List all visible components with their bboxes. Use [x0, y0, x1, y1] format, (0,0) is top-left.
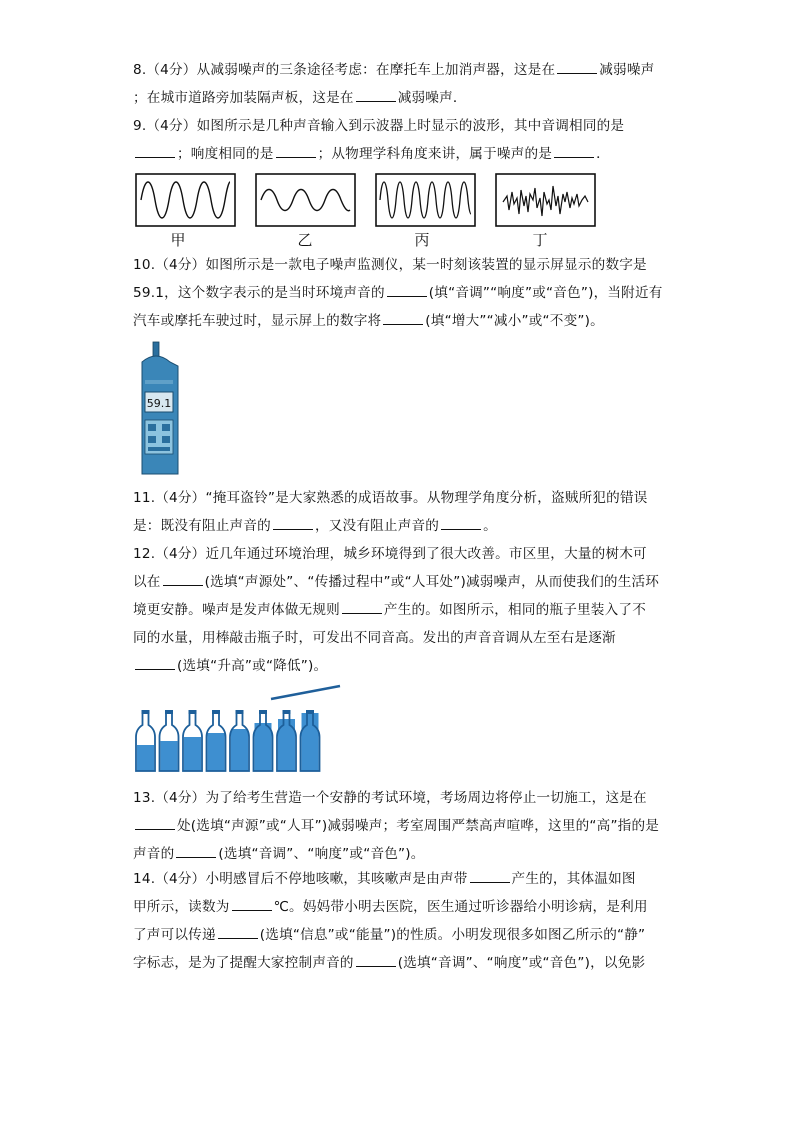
q11-line2: 是：既没有阻止声音的 ，又没有阻止声音的 。: [133, 512, 663, 540]
oscilloscope-waveforms-figure: [133, 170, 603, 230]
bottle-water: [184, 737, 201, 771]
q10-line3: 汽车或摩托车驶过时，显示屏上的数字将 (填“增大”“减小”或“不变”)。: [133, 307, 663, 335]
wave-label-ding: 丁: [532, 231, 548, 249]
answer-blank[interactable]: [342, 598, 382, 614]
q14-line1: 14.（4分）小明感冒后不停地咳嗽，其咳嗽声是由声带 产生的，其体温如图: [133, 865, 663, 893]
noise-meter-figure: [138, 340, 186, 476]
bottle-water: [231, 729, 248, 771]
question-9: [133, 112, 663, 168]
bottle-cap: [142, 710, 150, 714]
question-14: [133, 865, 663, 977]
answer-blank[interactable]: [135, 654, 175, 670]
bottle-cap: [283, 710, 291, 714]
bottle-water: [161, 741, 178, 771]
bottle: [136, 710, 155, 771]
q12-line5: (选填“升高”或“降低”)。: [133, 652, 663, 680]
bottle: [301, 710, 320, 771]
answer-blank[interactable]: [135, 814, 175, 830]
meter-display-value: 59.1: [146, 397, 172, 410]
waveform-ding: [496, 174, 595, 226]
answer-blank[interactable]: [356, 86, 396, 102]
q14-line3: 了声可以传递 (选填“信息”或“能量”)的性质。小明发现很多如图乙所示的“静”: [133, 921, 663, 949]
answer-blank[interactable]: [470, 867, 510, 883]
q11-line1: 11.（4分）“掩耳盗铃”是大家熟悉的成语故事。从物理学角度分析，盗贼所犯的错误: [133, 490, 648, 506]
q10-line2: 59.1，这个数字表示的是当时环境声音的 (填“音调”“响度”或“音色”)，当附近有: [133, 279, 663, 307]
bottle: [160, 710, 179, 771]
bottle-cap: [165, 710, 173, 714]
answer-blank[interactable]: [276, 142, 316, 158]
wave-label-jia: 甲: [170, 231, 186, 249]
bottle: [230, 710, 249, 771]
bottle: [277, 710, 296, 771]
answer-blank[interactable]: [356, 951, 396, 967]
bottle-cap: [306, 710, 314, 714]
question-8: [133, 56, 663, 112]
bottle-water: [302, 713, 319, 771]
bottle-cap: [212, 710, 220, 714]
bottle-cap: [236, 710, 244, 714]
bottle: [207, 710, 226, 771]
water-bottles-figure: [133, 683, 345, 777]
waveform-bing: [376, 174, 475, 226]
q12-line1: 12.（4分）近几年通过环境治理，城乡环境得到了很大改善。市区里，大量的树木可: [133, 546, 647, 562]
bottle-water: [208, 733, 225, 771]
answer-blank[interactable]: [232, 895, 272, 911]
q10-line1: 10.（4分）如图所示是一款电子噪声监测仪，某一时刻该装置的显示屏显示的数字是: [133, 257, 647, 273]
question-12: [133, 540, 663, 680]
q13-line3: 声音的 (选填“音调”、“响度”或“音色”)。: [133, 840, 663, 868]
bottle-water: [137, 745, 154, 771]
answer-blank[interactable]: [163, 570, 203, 586]
q9-line1: 9.（4分）如图所示是几种声音输入到示波器上时显示的波形，其中音调相同的是: [133, 118, 625, 134]
q14-line2: 甲所示，读数为 ℃。妈妈带小明去医院，医生通过听诊器给小明诊病，是利用: [133, 893, 663, 921]
answer-blank[interactable]: [383, 309, 423, 325]
answer-blank[interactable]: [441, 514, 481, 530]
answer-blank[interactable]: [218, 923, 258, 939]
q13-line2: 处(选填“声源”或“人耳”)减弱噪声；考室周围严禁高声喧哗，这里的“高”指的是: [133, 812, 663, 840]
answer-blank[interactable]: [273, 514, 313, 530]
q9-line2: ；响度相同的是 ；从物理学科角度来讲，属于噪声的是 ．: [133, 140, 663, 168]
q12-line4: 同的水量，用棒敲击瓶子时，可发出不同音高。发出的声音音调从左至右是逐渐: [133, 630, 616, 646]
bottle: [183, 710, 202, 771]
question-10: [133, 251, 663, 335]
waveform-yi: [256, 174, 355, 226]
q8-line1: 8.（4分）从减弱噪声的三条途径考虑：在摩托车上加消声器，这是在 减弱噪声: [133, 56, 663, 84]
q8-line2: ；在城市道路旁加装隔声板，这是在 减弱噪声．: [133, 84, 663, 112]
wave-label-yi: 乙: [297, 231, 313, 249]
answer-blank[interactable]: [554, 142, 594, 158]
bottle-cap: [259, 710, 267, 714]
answer-blank[interactable]: [557, 58, 597, 74]
waveform-jia: [136, 174, 235, 226]
question-13: [133, 784, 663, 868]
q12-line2: 以在 (选填“声源处”、“传播过程中”或“人耳处”)减弱噪声，从而使我们的生活环: [133, 568, 663, 596]
answer-blank[interactable]: [176, 842, 216, 858]
striking-rod: [271, 686, 340, 699]
bottle: [254, 710, 273, 771]
q14-line4: 字标志，是为了提醒大家控制声音的 (选填“音调”、“响度”或“音色”)，以免影: [133, 949, 663, 977]
wave-label-bing: 丙: [414, 231, 430, 249]
answer-blank[interactable]: [387, 281, 427, 297]
q13-line1: 13.（4分）为了给考生营造一个安静的考试环境，考场周边将停止一切施工，这是在: [133, 790, 647, 806]
answer-blank[interactable]: [135, 142, 175, 158]
bottle-water: [255, 723, 272, 771]
bottle-cap: [189, 710, 197, 714]
q12-line3: 境更安静。噪声是发声体做无规则 产生的。如图所示，相同的瓶子里装入了不: [133, 596, 663, 624]
question-11: [133, 484, 663, 540]
